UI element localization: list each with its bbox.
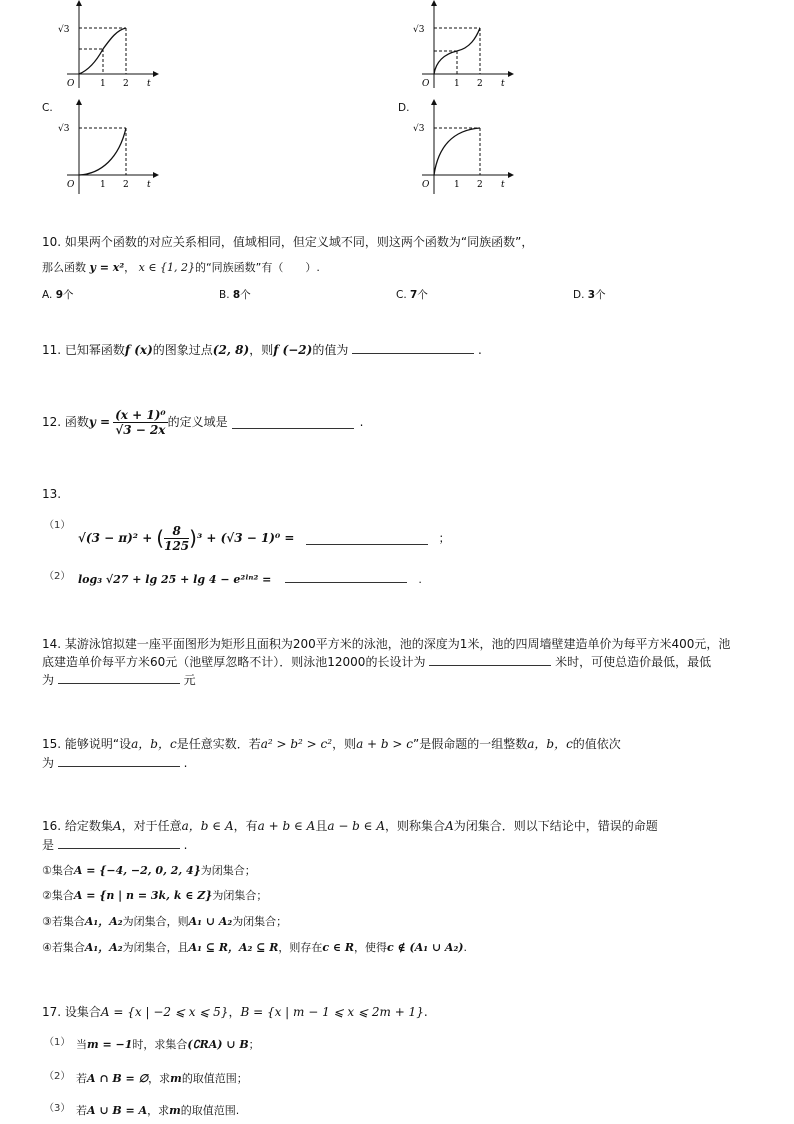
q14-line3-post: 元: [183, 673, 196, 687]
item-pre: ②集合: [42, 889, 74, 902]
q16-ab: a，b ∈ A: [181, 819, 234, 833]
q12-post: 的定义域是: [167, 415, 228, 429]
part-mid: 时，求集合: [132, 1038, 188, 1051]
q16-c2: a − b ∈ A: [327, 819, 386, 833]
option-letter: A.: [42, 289, 53, 301]
q12-fraction: [113, 408, 168, 437]
part-pre: 若: [76, 1072, 87, 1085]
q11-line: [42, 341, 482, 359]
q11-answer-blank[interactable]: [352, 341, 474, 354]
part-post: ；: [248, 1038, 260, 1051]
q16-A: A: [112, 819, 122, 833]
q10-line2: [42, 259, 320, 277]
q16-line1: [42, 817, 658, 835]
q10-line1: 10. 如果两个函数的对应关系相同，值域相同，但定义域不同，则这两个函数为“同族函数”，: [42, 235, 534, 249]
q11-f2: f (−2): [273, 343, 313, 357]
q14-line3: [42, 671, 196, 689]
option-number: 9: [55, 289, 63, 301]
item-expr4: c ∉ (A₁ ∪ A₂): [387, 941, 464, 954]
part-mid: ，求: [147, 1104, 170, 1117]
q15-cond: a² > b² > c²: [260, 737, 333, 751]
q16-b: ，有: [233, 819, 258, 833]
q17-part2: [76, 1070, 248, 1088]
q10-option-b[interactable]: [219, 287, 251, 302]
q15-abc2: a，b，c: [527, 737, 573, 751]
q14-length-blank[interactable]: [429, 653, 551, 666]
q17-mid: ，: [228, 1005, 241, 1019]
graph-d: [410, 98, 520, 196]
option-number: 7: [410, 289, 418, 301]
q12-answer-blank[interactable]: [232, 416, 354, 429]
x-tick-1: 1: [100, 180, 106, 190]
q15-post: ”是假命题的一组整数: [413, 737, 528, 751]
q14-line2: [42, 653, 711, 671]
part-post: 的取值范围.: [180, 1104, 240, 1117]
q13-p2-expr: log₃ √27 + lg 25 + lg 4 − e²ˡⁿ² =: [78, 573, 272, 586]
option-number: 3: [587, 289, 596, 301]
x-tick-2: 2: [477, 180, 483, 190]
q16-item-4: [42, 939, 467, 957]
q12-denominator: √3 − 2x: [115, 422, 166, 437]
item-expr: A = {n | n = 3k, k ∈ Z}: [73, 889, 213, 902]
option-unit: 个: [417, 289, 428, 301]
item-post: 为闭集合；: [212, 889, 268, 902]
q17-A: A = {x | −2 ⩽ x ⩽ 5}: [100, 1005, 229, 1019]
q15-line2-end: .: [183, 756, 188, 770]
part-post: 的取值范围；: [181, 1072, 248, 1085]
q12-line: [42, 402, 364, 442]
q16-item-3: [42, 913, 287, 931]
q11-mid2: ，则: [249, 343, 274, 357]
q16-item-2: [42, 887, 267, 905]
q11-mid: 的图象过点: [152, 343, 213, 357]
option-unit: 个: [595, 289, 606, 301]
q14-cost-blank[interactable]: [58, 671, 180, 684]
y-tick-sqrt3: √3: [413, 124, 425, 134]
item-post: 为闭集合；: [200, 864, 256, 877]
part-expr: m = −1: [87, 1038, 133, 1051]
origin-label: O: [422, 180, 430, 190]
q14-line2-pre: 底建造单价每平方米60元（池壁厚忽略不计）．则泳池12000的长设计为: [42, 655, 426, 669]
x-tick-1: 1: [100, 79, 106, 89]
q11-pre: 11. 已知幂函数: [42, 343, 125, 357]
item-expr: A₁，A₂: [84, 915, 123, 928]
item-post2: ，则存在: [278, 941, 323, 954]
q17-part3-number: （3）: [44, 1103, 71, 1114]
q15-line2: [42, 754, 188, 772]
x-axis-label: t: [501, 79, 505, 89]
part-expr: A ∩ B = ∅: [87, 1072, 149, 1085]
origin-label: O: [67, 79, 75, 89]
q13-part2-number: （2）: [44, 571, 71, 582]
q16-line2: [42, 836, 188, 854]
item-expr3: c ∈ R: [322, 941, 354, 954]
q16-item-1: [42, 862, 256, 880]
y-tick-sqrt3: √3: [58, 25, 70, 35]
option-letter: D.: [573, 289, 585, 301]
option-number: 8: [232, 289, 241, 301]
q10-domain: x ∈ {1, 2}: [138, 261, 195, 274]
q10-option-a[interactable]: [42, 287, 74, 302]
item-expr: A = {−4, −2, 0, 2, 4}: [73, 864, 201, 877]
option-c-label: C.: [42, 102, 53, 114]
q11-end: .: [478, 343, 482, 357]
q10-line2-pre: 那么函数: [42, 261, 86, 274]
q16-c1: a + b ∈ A: [257, 819, 316, 833]
x-axis-label: t: [147, 180, 151, 190]
q15-answer-blank[interactable]: [58, 754, 180, 767]
x-tick-2: 2: [123, 180, 129, 190]
left-paren: (: [156, 526, 165, 550]
item-expr2: A₁ ⊆ R，A₂ ⊆ R: [188, 941, 279, 954]
item-post: 为闭集合，且: [122, 941, 189, 954]
item-expr2: A₁ ∪ A₂: [188, 915, 233, 928]
q11-post: 的值为: [312, 343, 349, 357]
option-letter: C.: [396, 289, 407, 301]
q17-part3: [76, 1102, 239, 1120]
graph-b: [410, 0, 520, 92]
q17-pre: 17. 设集合: [42, 1005, 101, 1019]
q14-line3-pre: 为: [42, 673, 55, 687]
q15-mid: 是任意实数．若: [176, 737, 261, 751]
graph-c: [55, 98, 165, 196]
q15-mid2: ，则: [332, 737, 357, 751]
origin-label: O: [67, 180, 75, 190]
item-post2: 为闭集合；: [232, 915, 288, 928]
q13-part2: [78, 570, 422, 589]
item-pre: ③若集合: [42, 915, 85, 928]
q17-end: .: [423, 1005, 428, 1019]
q10-line2-post: 的“同族函数”有（ ）.: [194, 261, 320, 274]
q13-p2-end: .: [418, 573, 422, 586]
q13-part2-answer-blank[interactable]: [285, 570, 407, 583]
q17-line: [42, 1003, 428, 1021]
q16-c: 且: [315, 819, 328, 833]
q17-B: B = {x | m − 1 ⩽ x ⩽ 2m + 1}: [240, 1005, 424, 1019]
item-post4: .: [463, 941, 467, 954]
origin-label: O: [422, 79, 430, 89]
part-expr2: (∁RA) ∪ B: [187, 1038, 249, 1051]
q12-end: .: [359, 415, 364, 429]
q15-line2-pre: 为: [42, 756, 55, 770]
item-pre: ④若集合: [42, 941, 85, 954]
option-unit: 个: [63, 289, 74, 301]
q16-A2: A: [445, 819, 454, 833]
q17-part2-number: （2）: [44, 1071, 71, 1082]
option-letter: B.: [219, 289, 230, 301]
q11-f: f (x): [124, 343, 153, 357]
q16-line2-pre: 是: [42, 838, 55, 852]
q14-line2-post: 米时，可使总造价最低，最低: [555, 655, 712, 669]
q17-part1: [76, 1036, 260, 1054]
q13-p1-fraction: [164, 524, 189, 553]
part-expr2: m: [169, 1104, 181, 1117]
q13-part1-answer-blank[interactable]: [306, 532, 428, 545]
q10-option-d[interactable]: [573, 287, 606, 302]
q14-line1: 14. 某游泳馆拟建一座平面图形为矩形且面积为200平方米的泳池，池的深度为1米，池的四周墙壁建造单价为每平方米400元，池: [42, 637, 731, 651]
q13-p1-frac-bottom: 125: [164, 538, 190, 553]
q12-pre: 12. 函数: [42, 415, 89, 429]
q16-a: ，对于任意: [121, 819, 182, 833]
q16-d: ，则称集合: [385, 819, 446, 833]
q10-comma: ，: [124, 261, 136, 274]
x-axis-label: t: [501, 180, 505, 190]
y-tick-sqrt3: √3: [413, 25, 425, 35]
part-mid: ，求: [148, 1072, 171, 1085]
part-pre: 若: [76, 1104, 87, 1117]
x-axis-label: t: [147, 79, 151, 89]
q13-p1-end: ；: [438, 531, 451, 545]
q16-line2-end: .: [183, 838, 188, 852]
item-post3: ，使得: [354, 941, 387, 954]
q16-e: 为闭集合．则以下结论中，错误的命题: [453, 819, 658, 833]
q13-title: 13.: [42, 487, 62, 501]
q15-concl: a + b > c: [356, 737, 414, 751]
q13-p1-expr-b: ³ + (√3 − 1)⁰ =: [196, 531, 295, 545]
q11-point: (2, 8): [212, 343, 250, 357]
q10-func: y = x²: [89, 261, 125, 274]
part-pre: 当: [76, 1038, 87, 1051]
q15-line1: [42, 735, 621, 753]
x-tick-1: 1: [454, 79, 460, 89]
x-tick-2: 2: [477, 79, 483, 89]
q17-part1-number: （1）: [44, 1037, 71, 1048]
q15-abc: a，b，c: [131, 737, 177, 751]
q12-numerator: (x + 1)⁰: [115, 407, 166, 422]
part-expr2: m: [170, 1072, 182, 1085]
q13-part1-number: （1）: [44, 520, 71, 531]
graph-a: [55, 0, 165, 92]
q15-pre: 15. 能够说明“设: [42, 737, 132, 751]
q10-option-c[interactable]: [396, 287, 428, 302]
q13-p1-expr-a: √(3 − π)² +: [78, 531, 153, 545]
q13-part1: [78, 518, 451, 558]
item-post: 为闭集合，则: [122, 915, 189, 928]
x-tick-1: 1: [454, 180, 460, 190]
q12-y: y =: [88, 415, 111, 429]
q15-end1: 的值依次: [572, 737, 621, 751]
q13-p1-frac-top: 8: [164, 524, 189, 539]
item-expr: A₁，A₂: [84, 941, 123, 954]
option-unit: 个: [240, 289, 251, 301]
item-pre: ①集合: [42, 864, 74, 877]
x-tick-2: 2: [123, 79, 129, 89]
option-d-label: D.: [398, 102, 410, 114]
y-tick-sqrt3: √3: [58, 124, 70, 134]
q16-answer-blank[interactable]: [58, 836, 180, 849]
part-expr: A ∪ B = A: [87, 1104, 148, 1117]
right-paren: ): [189, 526, 197, 550]
q16-pre: 16. 给定数集: [42, 819, 113, 833]
